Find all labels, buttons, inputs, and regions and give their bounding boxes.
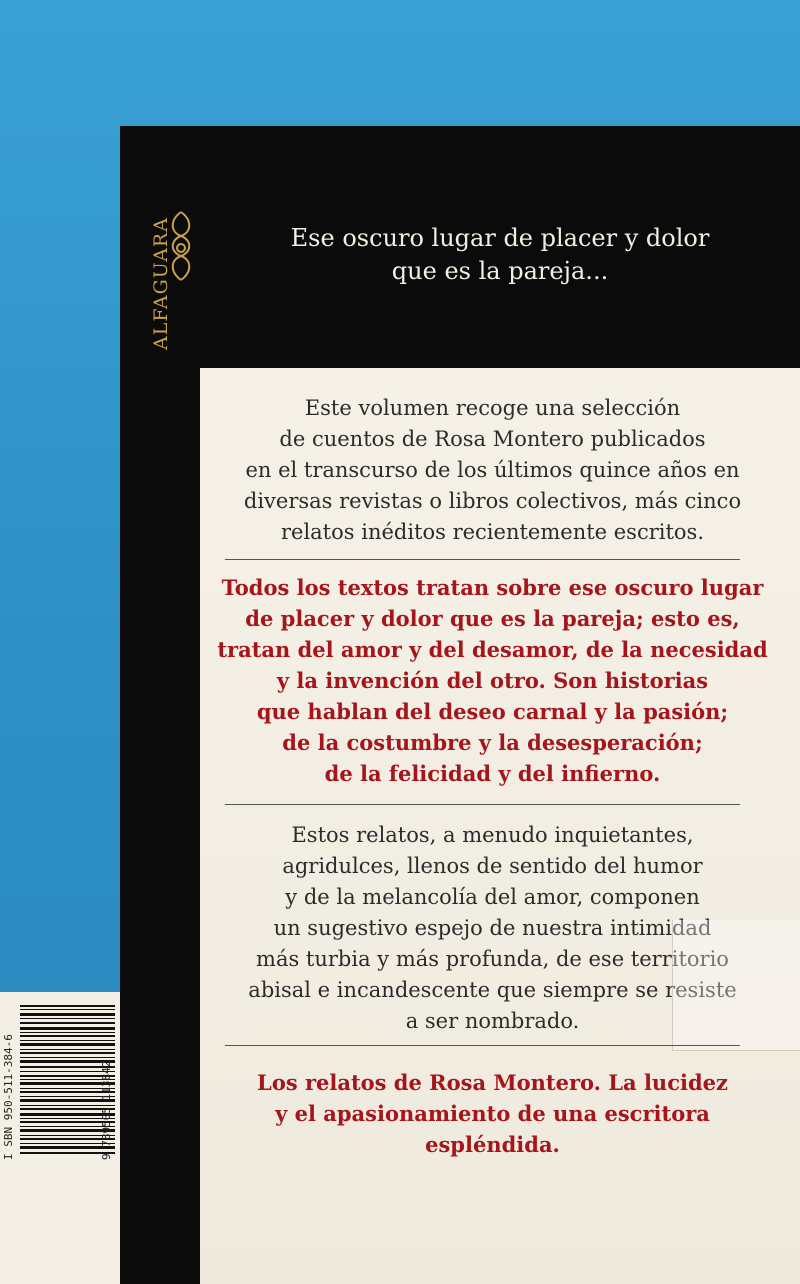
text-line: abisal e incandescente que siempre se resiste bbox=[248, 978, 737, 1002]
text-line: y de la melancolía del amor, componen bbox=[285, 885, 700, 909]
tagline bbox=[200, 222, 800, 288]
blurb-paragraph-2 bbox=[205, 572, 780, 789]
divider bbox=[225, 1045, 740, 1046]
text-line: y el apasionamiento de una escritora bbox=[275, 1101, 710, 1126]
text-line: de cuentos de Rosa Montero publicados bbox=[279, 427, 706, 451]
barcode-number-group bbox=[100, 1000, 116, 1160]
divider bbox=[225, 559, 740, 560]
isbn-text: I SBN 950-511-384-6 bbox=[2, 1034, 15, 1160]
blurb-paragraph-1 bbox=[205, 393, 780, 548]
text-line: tratan del amor y del desamor, de la necesidad bbox=[217, 637, 768, 662]
tagline-line-1: Ese oscuro lugar de placer y dolor bbox=[290, 224, 710, 252]
text-line: espléndida. bbox=[425, 1132, 560, 1157]
text-line: a ser nombrado. bbox=[405, 1009, 580, 1033]
price-sticker bbox=[672, 920, 800, 1051]
text-line: agridulces, llenos de sentido del humor bbox=[282, 854, 703, 878]
blurb-paragraph-4 bbox=[205, 1067, 780, 1160]
publisher-brand bbox=[140, 150, 200, 380]
text-line: un sugestivo espejo de nuestra intimidad bbox=[273, 916, 712, 940]
barcode-text-group bbox=[2, 1000, 18, 1160]
text-line: y la invención del otro. Son historias bbox=[276, 668, 709, 693]
text-line: Todos los textos tratan sobre ese oscuro lugar bbox=[221, 575, 764, 600]
tagline-line-2: que es la pareja... bbox=[391, 257, 609, 285]
text-line: en el transcurso de los últimos quince años en bbox=[245, 458, 740, 482]
text-line: que hablan del deseo carnal y la pasión; bbox=[256, 699, 729, 724]
text-line: Estos relatos, a menudo inquietantes, bbox=[291, 823, 694, 847]
text-line: diversas revistas o libros colectivos, más cinco bbox=[243, 489, 742, 513]
barcode-number: 9 789505 113842 bbox=[100, 1060, 113, 1160]
text-line: Este volumen recoge una selección bbox=[304, 396, 681, 420]
text-line: Los relatos de Rosa Montero. La lucidez bbox=[257, 1070, 728, 1095]
text-line: más turbia y más profunda, de ese territorio bbox=[256, 947, 729, 971]
divider bbox=[225, 804, 740, 805]
publisher-logo-icon bbox=[166, 208, 196, 288]
publisher-name: ALFAGUARA bbox=[150, 217, 172, 350]
text-line: de placer y dolor que es la pareja; esto es, bbox=[245, 606, 740, 631]
text-line: de la costumbre y la desesperación; bbox=[282, 730, 703, 755]
text-line: relatos inéditos recientemente escritos. bbox=[280, 520, 705, 544]
text-line: de la felicidad y del infierno. bbox=[324, 761, 661, 786]
